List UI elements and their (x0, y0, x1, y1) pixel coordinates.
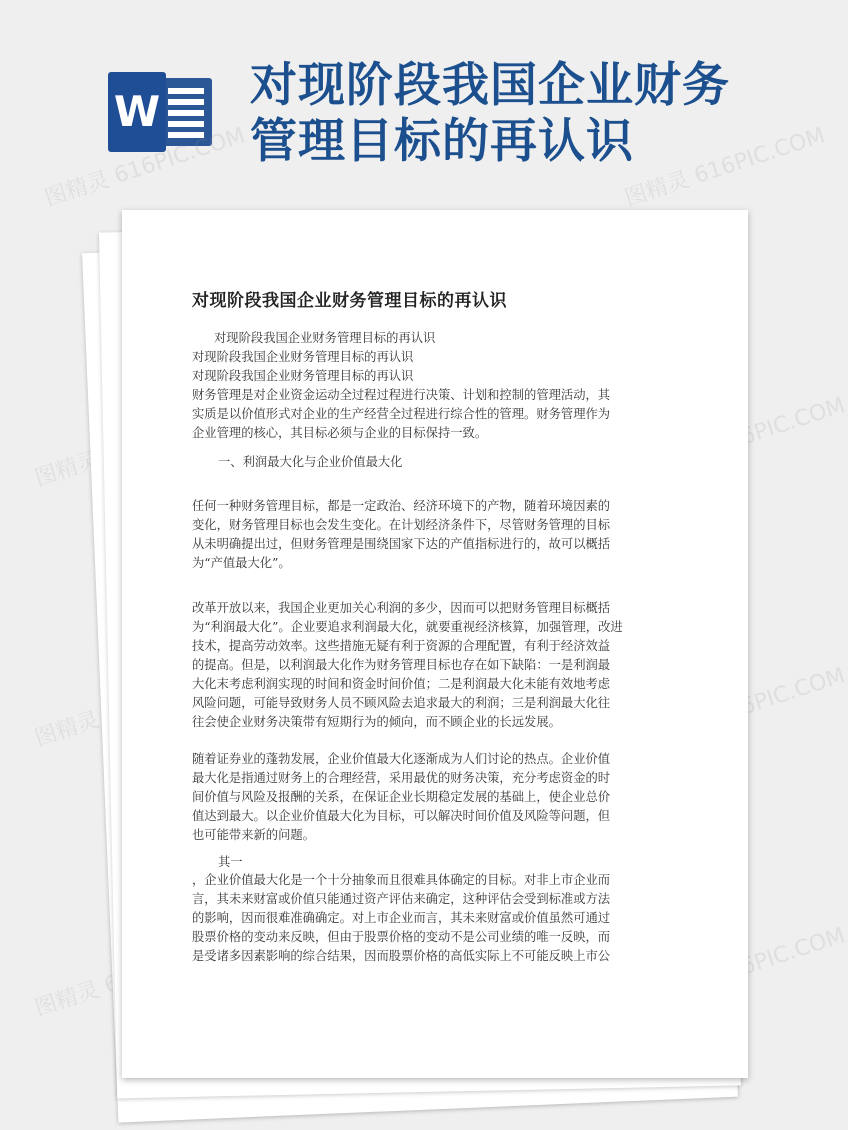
text-line: 企业管理的核心，其目标必须与企业的目标保持一致。 (192, 426, 488, 440)
banner-title: 对现阶段我国企业财务 管理目标的再认识 (250, 58, 730, 169)
text-line: 最大化是指通过财务上的合理经营，采用最优的财务决策，充分考虑资金的时 (192, 771, 611, 785)
text-line: 随着证券业的蓬勃发展，企业价值最大化逐渐成为人们讨论的热点。企业价值 (192, 752, 611, 766)
banner-header (0, 0, 800, 190)
text-line: 财务管理是对企业资金运动全过程过程进行决策、计划和控制的管理活动，其 (192, 388, 611, 402)
text-line: 为“产值最大化”。 (192, 556, 291, 570)
document-title: 对现阶段我国企业财务管理目标的再认识 (192, 291, 507, 311)
watermark: 图精灵 (31, 707, 103, 752)
text-line: 从未明确提出过，但财务管理是围绕国家下达的产值指标进行的，故可以概括 (192, 537, 611, 551)
text-line: 股票价格的变动来反映，但由于股票价格的变动不是公司业绩的唯一反映，而 (192, 930, 611, 944)
text-line: 对现阶段我国企业财务管理目标的再认识 (214, 331, 436, 345)
text-line: 的影响，因而很难准确确定。对上市企业而言，其未来财富或价值虽然可通过 (192, 911, 611, 925)
text-line: 为“利润最大化”。企业要追求利润最大化，就要重视经济核算，加强管理，改进 (192, 620, 623, 634)
text-line: 风险问题，可能导致财务人员不顾风险去追求最大的利润；三是利润最大化往 (192, 696, 611, 710)
text-line: 其一 (218, 855, 243, 869)
text-line: 的提高。但是，以利润最大化作为财务管理目标也存在如下缺陷：一是利润最 (192, 658, 611, 672)
text-line: 技术，提高劳动效率。这些措施无疑有利于资源的合理配置，有利于经济效益 (192, 639, 611, 653)
text-line: 值达到最大。以企业价值最大化为目标，可以解决时间价值及风险等问题，但 (192, 809, 611, 823)
text-line: 往会使企业财务决策带有短期行为的倾向，而不顾企业的长远发展。 (192, 715, 561, 729)
text-line: 对现阶段我国企业财务管理目标的再认识 (192, 369, 414, 383)
watermark: 616PIC.COM (711, 393, 848, 459)
text-line: 对现阶段我国企业财务管理目标的再认识 (192, 350, 414, 364)
text-line: 任何一种财务管理目标，都是一定政治、经济环境下的产物，随着环境因素的 (192, 499, 611, 513)
text-line: 间价值与风险及报酬的关系，在保证企业长期稳定发展的基础上，使企业总价 (192, 790, 611, 804)
text-line: 变化，财务管理目标也会发生变化。在计划经济条件下，尽管财务管理的目标 (192, 518, 611, 532)
text-line: 言，其未来财富或价值只能通过资产评估来确定，这种评估会受到标准或方法 (192, 892, 611, 906)
watermark: 图精灵 (31, 977, 103, 1022)
text-line: 实质是以价值形式对企业的生产经营全过程进行综合性的管理。财务管理作为 (192, 407, 611, 421)
text-line: 大化末考虑利润实现的时间和资金时间价值；二是利润最大化未能有效地考虑 (192, 677, 611, 691)
watermark: 图精灵 616PIC.COM (621, 123, 829, 212)
text-line: 是受诸多因素影响的综合结果，因而股票价格的高低实际上不可能反映上市公 (192, 949, 611, 963)
text-line: ，企业价值最大化是一个十分抽象而且很难具体确定的目标。对非上市企业而 (192, 873, 611, 887)
watermark: 图精灵 (31, 447, 103, 492)
section-heading: 一、利润最大化与企业价值最大化 (218, 455, 403, 469)
watermark: 616PIC.COM (711, 663, 848, 729)
watermark: 图精灵 616PIC.COM (41, 123, 249, 212)
document-page (122, 210, 748, 1078)
text-line: 也可能带来新的问题。 (192, 828, 315, 842)
watermark: 616PIC.COM (711, 923, 848, 989)
word-icon-letter: W (113, 87, 161, 136)
text-line: 改革开放以来，我国企业更加关心利润的多少，因而可以把财务管理目标概括 (192, 601, 611, 615)
word-document-icon (108, 72, 214, 152)
